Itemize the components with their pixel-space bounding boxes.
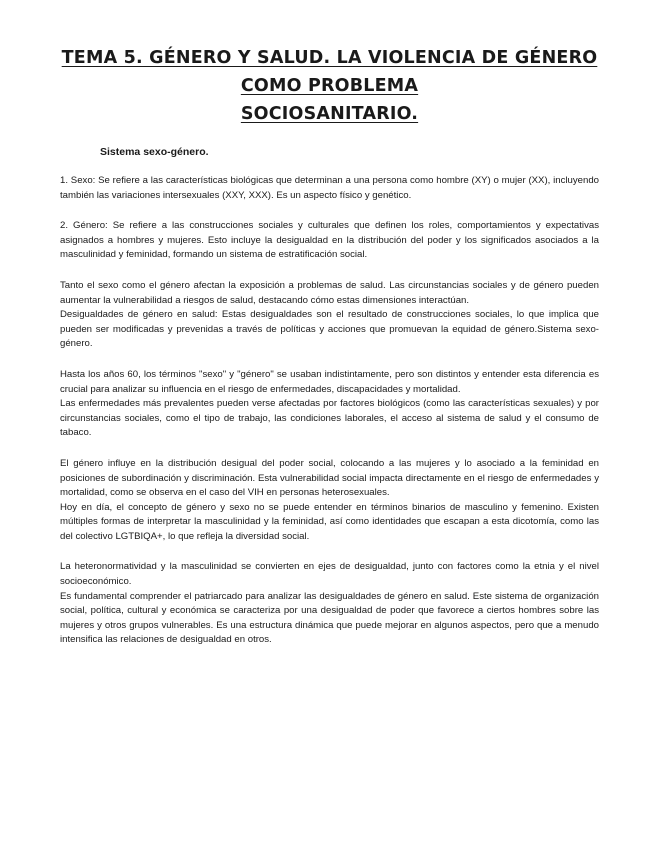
paragraph-line: El género influye en la distribución desigual del poder social, colocando a las mujeres y lo asociado a la feminidad en posiciones de subordinación y discriminación. Esta vulnerabilidad social impacta directamente en el riesgo de enfermedades y mortalidad, como se observa en el caso del VIH en personas heterosexuales. [60, 457, 599, 499]
paragraph-line: 2. Género: Se refiere a las construcciones sociales y culturales que definen los roles, comportamientos y expectativas asignados a hombres y mujeres. Esto incluye la desigualdad en la distribución del poder y los significados asociados a la masculinidad y feminidad, formando un sistema de estratificación social. [60, 220, 599, 261]
title-line: TEMA 5. GÉNERO Y SALUD. LA VIOLENCIA DE GÉNERO COMO PROBLEMA [61, 48, 598, 96]
paragraph-genero [60, 219, 599, 263]
section-subheading: Sistema sexo-género. [100, 146, 209, 158]
paragraph-line: Hoy en día, el concepto de género y sexo no se puede entender en términos binarios de masculino y femenino. Existen múltiples formas de interpretar la masculinidad y la feminidad, así como identidades que escapan a esta dicotomía, como las del colectivo LGTBIQA+, lo que refleja la diversidad social. [60, 501, 599, 542]
page-title [60, 44, 599, 128]
paragraph-sexo [60, 174, 599, 203]
paragraph-line: Las enfermedades más prevalentes pueden verse afectadas por factores biológicos (como las características sexuales) y por circunstancias sociales, como el tipo de trabajo, las condiciones laborales, el acceso al sistema de salud y el consumo de tabaco. [60, 398, 599, 439]
paragraph-patriarcado [60, 560, 599, 648]
paragraph-line: La heteronormatividad y la masculinidad se convierten en ejes de desigualdad, junto con factores como la etnia y el nivel socioeconómico. [60, 561, 599, 588]
paragraph-line: Es fundamental comprender el patriarcado para analizar las desigualdades de género en salud. Este sistema de organización social, política, cultural y económica se caracteriza por una desigualdad de poder que favorece a ciertos hombres sobre las mujeres y otros grupos vulnerables. Es una estructura dinámica que puede mejorar en algunos aspectos, pero que a menudo intensifica las relaciones de desigualdad en otros. [60, 590, 599, 646]
paragraph-line: Hasta los años 60, los términos "sexo" y "género" se usaban indistintamente, pero son distintos y entender esta diferencia es crucial para analizar su influencia en el riesgo de enfermedades, discapacidades y mortalidad. [60, 368, 599, 395]
paragraph-line: Desigualdades de género en salud: Estas desigualdades son el resultado de construcciones sociales, lo que implica que pueden ser modificadas y prevenidas a través de políticas y acciones que promuevan la equidad de género.Sistema sexo-género. [60, 309, 599, 350]
paragraph-line: 1. Sexo: Se refiere a las características biológicas que determinan a una persona como hombre (XY) o mujer (XX), incluyendo también las variaciones intersexuales (XXY, XXX). Es un aspecto físico y genético. [60, 175, 599, 201]
paragraph-poder [60, 457, 599, 545]
title-line: SOCIOSANITARIO. [240, 104, 419, 124]
paragraph-line: Tanto el sexo como el género afectan la exposición a problemas de salud. Las circunstancias sociales y de género pueden aumentar la vulnerabilidad a riesgos de salud, destacando cómo estas dimensiones interactúan. [60, 279, 599, 306]
paragraph-exposicion [60, 279, 599, 352]
paragraph-historia [60, 368, 599, 441]
